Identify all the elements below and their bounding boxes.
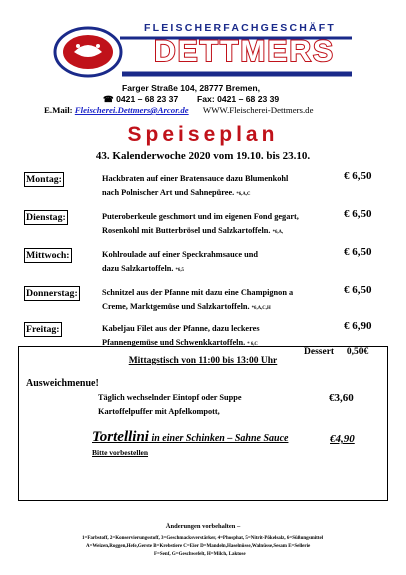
day-tuesday: Dienstag: bbox=[26, 212, 66, 223]
allergen-codes: *6,A,C bbox=[236, 192, 251, 197]
allergen-codes: *6,5 bbox=[175, 268, 184, 273]
week-heading: 43. Kalenderwoche 2020 vom 19.10. bis 23.10. bbox=[95, 150, 311, 162]
day-monday: Montag: bbox=[26, 174, 62, 185]
lunch-hours: Mittagstisch von 11:00 bis 13:00 Uhr bbox=[128, 356, 278, 366]
allergen-codes: *6,A, bbox=[272, 230, 284, 235]
day-friday: Freitag: bbox=[26, 324, 60, 335]
footer-line: 1=Farbstoff, 2=Konservierungsstoff, 3=Geschmacksverstärker, 4=Phosphat, 5=Nitrit-Pökelsalz, 6=Süßungsmittel bbox=[82, 536, 324, 541]
dish-line: Täglich wechselnder Eintopf oder Suppe bbox=[98, 393, 242, 402]
special-dish-sauce: in einer Schinken – Sahne Sauce bbox=[148, 433, 289, 444]
price-tuesday: € 6,50 bbox=[344, 208, 372, 220]
price-monday: € 6,50 bbox=[344, 170, 372, 182]
dish-line: Pfannengemüse und Schwenkkartoffeln. bbox=[102, 338, 246, 347]
email-label: E.Mail: bbox=[44, 105, 73, 115]
logo-name: DETTMERS bbox=[154, 35, 335, 68]
logo-top-text: FLEISCHERFACHGESCHÄFT bbox=[144, 22, 337, 34]
special-dish bbox=[92, 428, 288, 446]
price-thursday: € 6,50 bbox=[344, 284, 372, 296]
alt-dish bbox=[98, 391, 242, 419]
fax-number: Fax: 0421 – 68 23 39 bbox=[197, 94, 280, 104]
phone-number: 0421 – 68 23 37 bbox=[116, 94, 179, 104]
allergen-codes: * 6,C bbox=[247, 342, 258, 347]
footer-line: F=Senf, G=Geschwefelt, H=Milch, Laktose bbox=[154, 552, 246, 557]
dessert-label: Dessert bbox=[304, 347, 335, 357]
allergen-codes: *6,A,C,H bbox=[251, 306, 271, 311]
price-friday: € 6,90 bbox=[344, 320, 372, 332]
price-wednesday: € 6,50 bbox=[344, 246, 372, 258]
phone-icon: ☎ bbox=[103, 94, 114, 104]
day-wednesday: Mittwoch: bbox=[26, 250, 70, 261]
dish-line: Puteroberkeule geschmort und im eigenen Fond gegart, bbox=[102, 212, 299, 221]
dish-line: Kohlroulade auf einer Speckrahmsauce und bbox=[102, 250, 258, 259]
footer-line: A=Weizen,Roggen,Hefe,Gerste B=Krebstiere C=Eier D=Mandeln,Haselnüsse,Walnüsse,Sesam E=Sellerie bbox=[86, 544, 311, 549]
preorder-note: Bitte vorbestellen bbox=[92, 448, 149, 457]
lunch-box bbox=[18, 346, 388, 501]
alt-dish-price: €3,60 bbox=[329, 392, 354, 404]
email-row bbox=[44, 105, 313, 115]
dish-line: Kabeljau Filet aus der Pfanne, dazu leckeres bbox=[102, 324, 260, 333]
special-dish-name: Tortellini bbox=[92, 429, 149, 445]
dish-monday bbox=[102, 172, 288, 202]
special-dish-price: €4,90 bbox=[330, 433, 355, 445]
dish-line: Schnitzel aus der Pfanne mit dazu eine Champignon a bbox=[102, 288, 294, 297]
dessert-price: 0,50€ bbox=[346, 347, 369, 357]
dish-thursday bbox=[102, 286, 293, 316]
day-thursday: Donnerstag: bbox=[26, 288, 78, 299]
dish-tuesday bbox=[102, 210, 299, 240]
website: WWW.Fleischerei-Dettmers.de bbox=[202, 105, 314, 115]
email-link[interactable]: Fleischerei.Dettmers@Arcor.de bbox=[74, 105, 189, 115]
page-title: Speiseplan bbox=[127, 123, 279, 146]
ausweich-heading: Ausweichmenue! bbox=[26, 378, 99, 389]
dish-line: Hackbraten auf einer Bratensauce dazu Blumenkohl bbox=[102, 174, 289, 183]
dish-line: dazu Salzkartoffeln. bbox=[102, 264, 174, 273]
dish-line: Rosenkohl mit Butterbrösel und Salzkartoffeln. bbox=[102, 226, 271, 235]
company-logo bbox=[52, 22, 360, 80]
dish-line: Kartoffelpuffer mit Apfelkompott, bbox=[98, 407, 220, 416]
dish-line: Creme, Marktgemüse und Salzkartoffeln. bbox=[102, 302, 250, 311]
dish-line: nach Polnischer Art und Sahnepüree. bbox=[102, 188, 235, 197]
address-street: Farger Straße 104, 28777 Bremen, bbox=[122, 83, 261, 93]
changes-note: Änderungen vorbehalten – bbox=[165, 523, 241, 530]
dish-wednesday bbox=[102, 248, 258, 278]
address-phone-row bbox=[103, 94, 279, 105]
